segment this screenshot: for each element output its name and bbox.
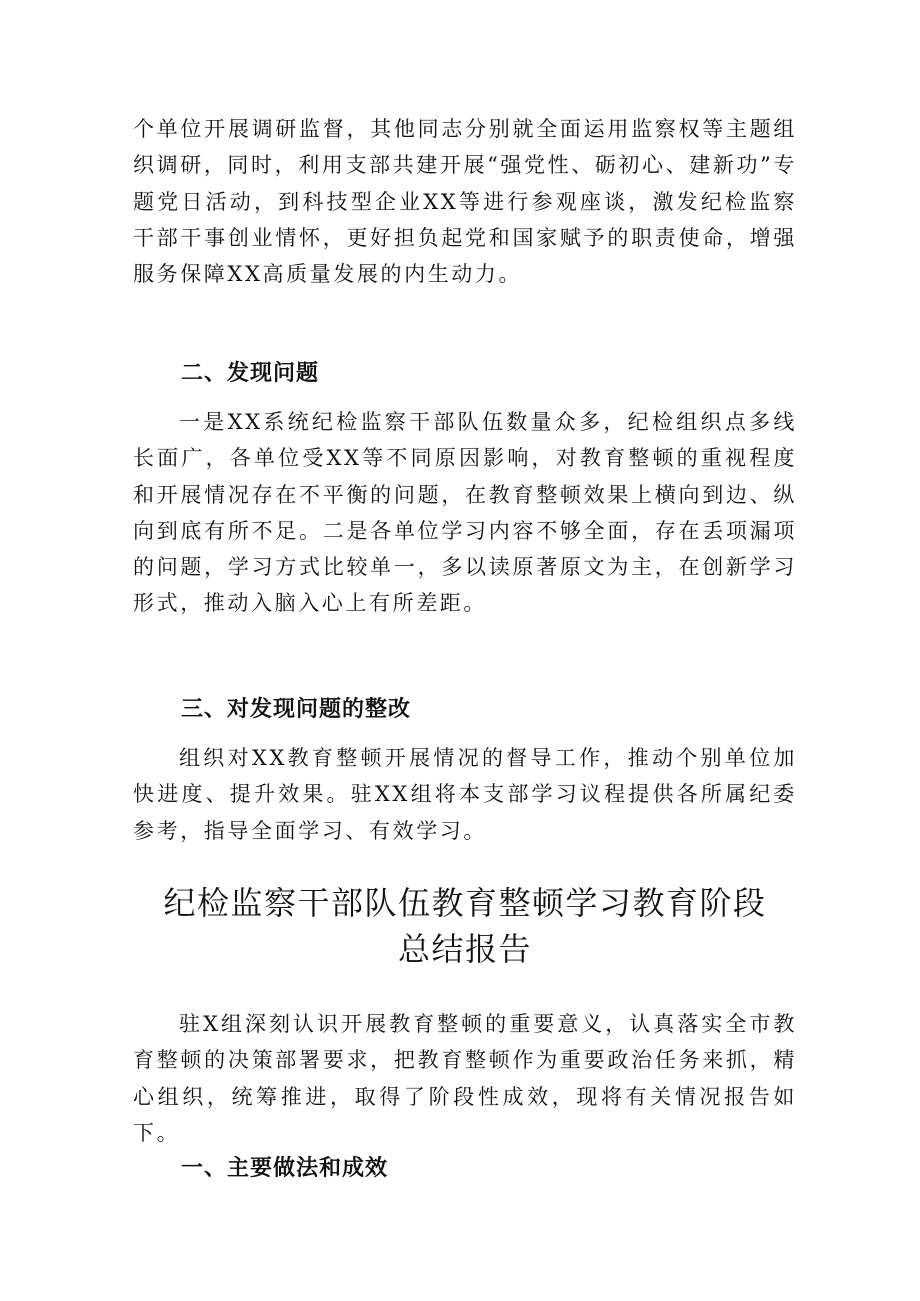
paragraph-rectification: 组织对XX教育整顿开展情况的督导工作，推动个别单位加快进度、提升效果。驻XX组将本支部学习议程提供各所属纪委参考，指导全面学习、有效学习。 xyxy=(133,746,797,843)
section-heading-main-practices: 一、主要做法和成效 xyxy=(181,1156,389,1181)
paragraph-problems: 一是XX系统纪检监察干部队伍数量众多，纪检组织点多线长面广，各单位受XX等不同原因影响，对教育整顿的重视程度和开展情况存在不平衡的问题，在教育整顿效果上横向到边、纵向到底有所不足。二是各单位学习内容不够全面，存在丢项漏项的问题，学习方式比较单一，多以读原著原文为主，在创新学习形式，推动入脑入心上有所差距。 xyxy=(133,410,797,616)
report-title-line-2: 总结报告 xyxy=(397,930,532,968)
paragraph-continued: 个单位开展调研监督，其他同志分别就全面运用监察权等主题组织调研，同时，利用支部共建开展“强党性、砺初心、建新功”专题党日活动，到科技型企业XX等进行参观座谈，激发纪检监察干部干事创业情怀，更好担负起党和国家赋予的职责使命，增强服务保障XX高质量发展的内生动力。 xyxy=(133,117,797,287)
report-title-line-1: 纪检监察干部队伍教育整顿学习教育阶段 xyxy=(163,884,767,922)
section-heading-rectification: 三、对发现问题的整改 xyxy=(181,697,412,722)
section-heading-problems: 二、发现问题 xyxy=(181,361,320,386)
paragraph-intro: 驻X组深刻认识开展教育整顿的重要意义，认真落实全市教育整顿的决策部署要求，把教育整顿作为重要政治任务来抓，精心组织，统筹推进，取得了阶段性成效，现将有关情况报告如下。 xyxy=(133,1012,797,1145)
